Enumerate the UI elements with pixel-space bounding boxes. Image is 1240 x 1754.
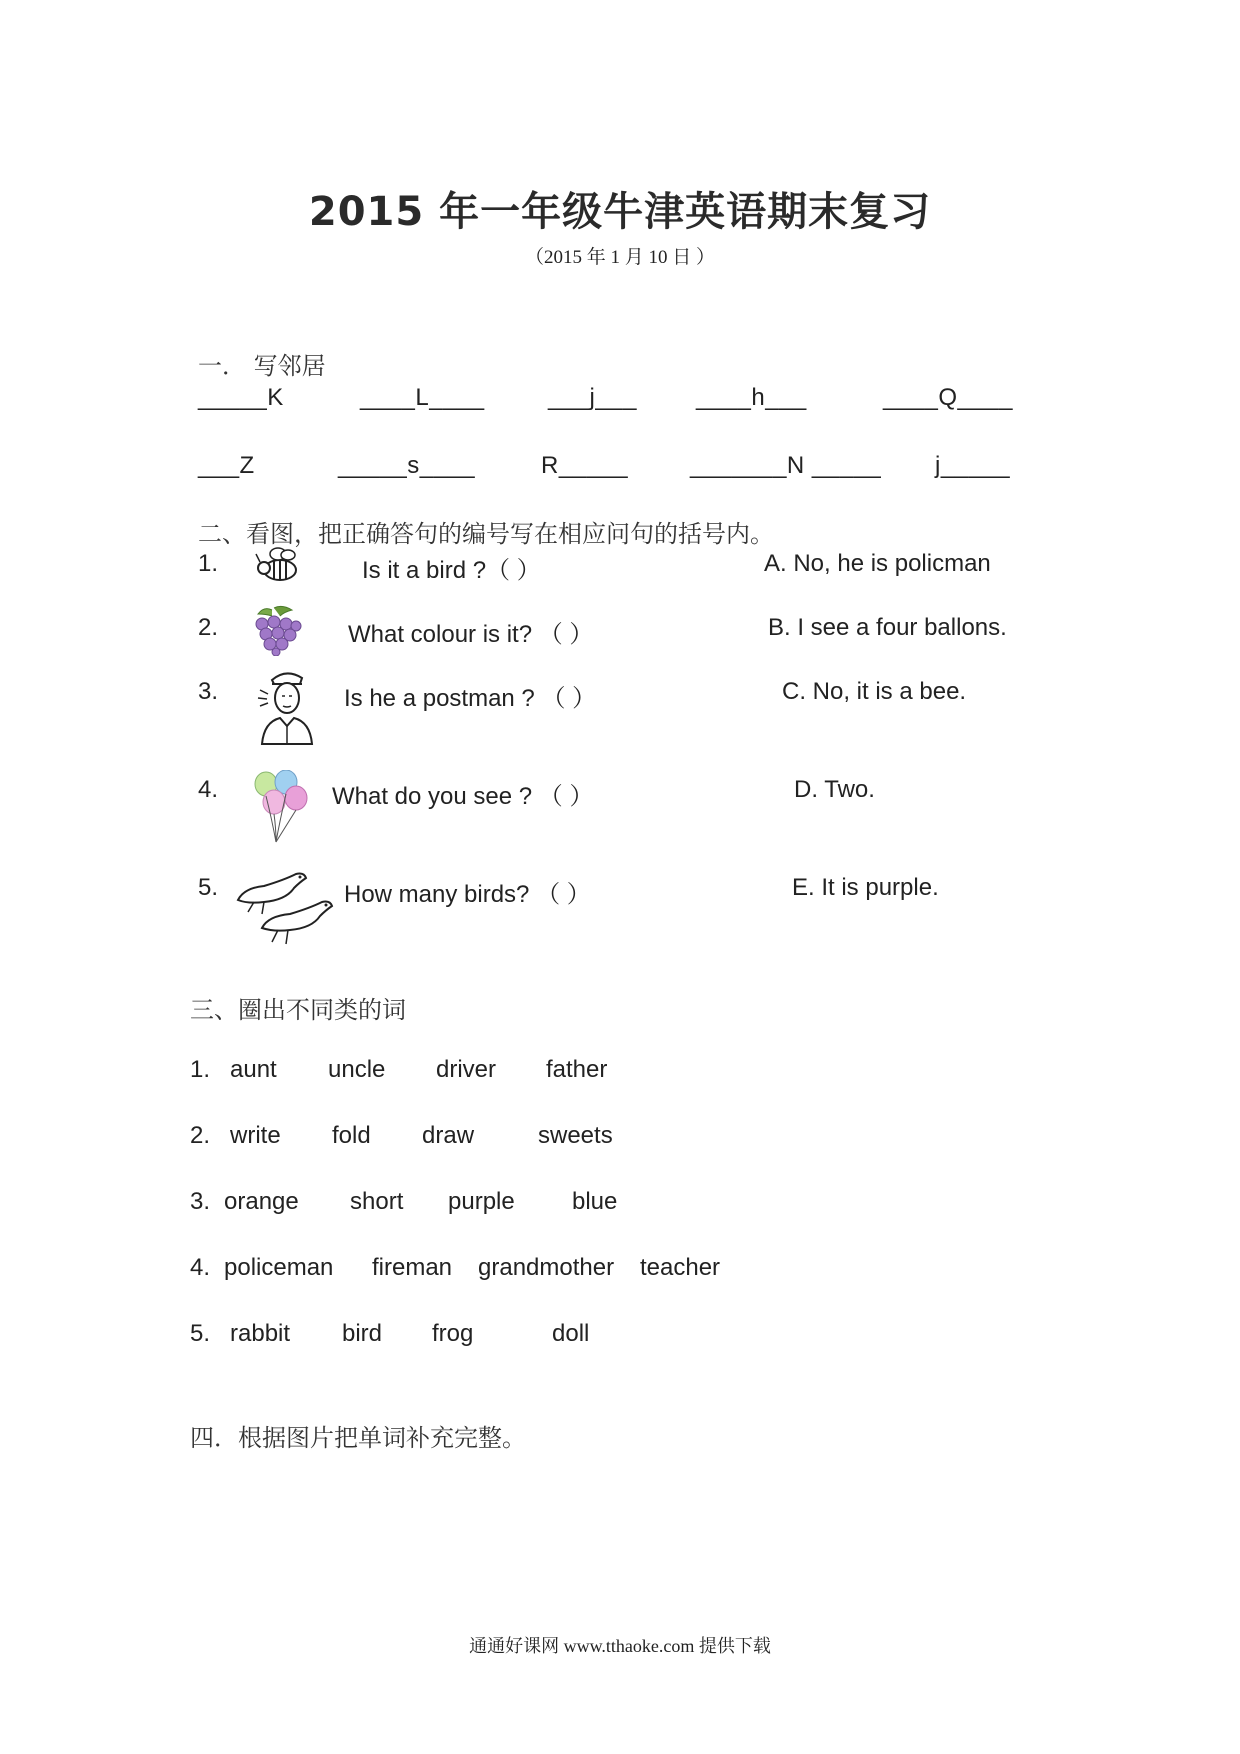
question-number: 4.: [198, 776, 219, 803]
grapes-icon: [252, 604, 318, 670]
word-option[interactable]: short: [350, 1188, 404, 1215]
word-option[interactable]: teacher: [640, 1254, 721, 1281]
word-option[interactable]: fireman: [372, 1254, 453, 1281]
row-number: 3.: [190, 1188, 211, 1215]
neighbor-blank-4: ____h___: [696, 384, 807, 411]
neighbor-blank-7: _____s____: [338, 452, 476, 479]
row-number: 1.: [190, 1056, 211, 1083]
section-1-heading: 一． 写邻居: [198, 352, 326, 380]
answer-option: E. It is purple.: [792, 874, 939, 901]
row-number: 5.: [190, 1320, 211, 1347]
neighbor-blank-2: ____L____: [360, 384, 485, 411]
word-option[interactable]: father: [546, 1056, 608, 1083]
word-option[interactable]: sweets: [538, 1122, 613, 1149]
word-option[interactable]: aunt: [230, 1056, 277, 1083]
word-option[interactable]: policeman: [224, 1254, 334, 1281]
birds-icon: [234, 866, 338, 946]
question-number: 1.: [198, 550, 219, 577]
policeman-icon: [256, 666, 318, 746]
bee-icon: [252, 540, 318, 606]
neighbor-blank-10: j_____: [935, 452, 1011, 479]
word-option[interactable]: purple: [448, 1188, 515, 1215]
section-2-heading: 二、看图，把正确答句的编号写在相应问句的括号内。: [198, 520, 774, 548]
word-option[interactable]: bird: [342, 1320, 383, 1347]
question-text: What colour is it? （ ）: [348, 621, 594, 648]
word-option[interactable]: uncle: [328, 1056, 386, 1083]
balloons-icon: [252, 770, 314, 850]
page-title: 2015 年一年级牛津英语期末复习: [308, 189, 932, 235]
answer-option: C. No, it is a bee.: [782, 678, 967, 705]
word-option[interactable]: driver: [436, 1056, 497, 1083]
answer-option: B. I see a four ballons.: [768, 614, 1007, 641]
neighbor-blank-9: _______N _____: [690, 452, 882, 479]
word-option[interactable]: blue: [572, 1188, 618, 1215]
word-option[interactable]: write: [230, 1122, 281, 1149]
neighbor-blank-3: ___j___: [548, 384, 637, 411]
page-date: （2015 年 1 月 10 日 ）: [524, 247, 715, 268]
neighbor-blank-1: _____K: [198, 384, 284, 411]
page-footer: 通通好课网 www.tthaoke.com 提供下载: [469, 1636, 771, 1656]
word-option[interactable]: frog: [432, 1320, 474, 1347]
question-text: What do you see ? （ ）: [332, 783, 594, 810]
word-option[interactable]: orange: [224, 1188, 299, 1215]
neighbor-blank-6: ___Z: [198, 452, 255, 479]
section-4-heading: 四．根据图片把单词补充完整。: [190, 1424, 526, 1452]
row-number: 4.: [190, 1254, 211, 1281]
neighbor-blank-8: R_____: [541, 452, 629, 479]
word-option[interactable]: grandmother: [478, 1254, 615, 1281]
question-text: Is he a postman ? （ ）: [344, 685, 597, 712]
question-text: How many birds? （ ）: [344, 881, 591, 908]
question-number: 3.: [198, 678, 219, 705]
question-number: 2.: [198, 614, 219, 641]
word-option[interactable]: draw: [422, 1122, 475, 1149]
question-number: 5.: [198, 874, 219, 901]
section-3-heading: 三、圈出不同类的词: [190, 996, 406, 1024]
answer-option: A. No, he is policman: [764, 550, 991, 577]
word-option[interactable]: doll: [552, 1320, 590, 1347]
neighbor-blank-5: ____Q____: [883, 384, 1013, 411]
word-option[interactable]: rabbit: [230, 1320, 291, 1347]
word-option[interactable]: fold: [332, 1122, 371, 1149]
row-number: 2.: [190, 1122, 211, 1149]
question-text: Is it a bird ?（ ）: [362, 557, 541, 584]
answer-option: D. Two.: [794, 776, 875, 803]
